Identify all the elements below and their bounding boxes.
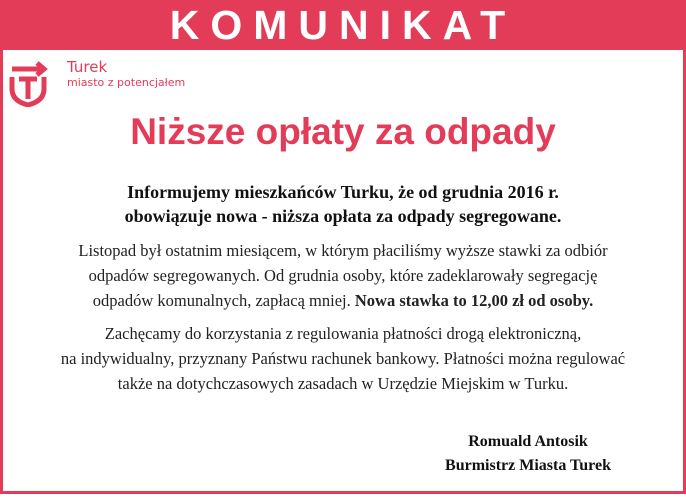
lead-line: obowiązuje nowa - niższa opłata za odpady segregowane. [124,206,562,226]
paragraph-line [0,288,686,313]
turek-emblem-icon [7,57,57,107]
lead-line: Informujemy mieszkańców Turku, że od grudnia 2016 r. [127,182,559,202]
paragraph-text: odpadów komunalnych, zapłacą mniej. [92,291,355,310]
signature-name: Romuald Antosik [468,433,588,450]
paragraph-line: Listopad był ostatnim miesiącem, w którym płaciliśmy wyższe stawki za odbiór [78,241,608,260]
paragraph-line: odpadów segregowanych. Od grudnia osoby, które zadeklarowały segregację [88,266,598,285]
paragraph-line: Zachęcamy do korzystania z regulowania płatności drogą elektroniczną, [104,324,582,343]
paragraph-line: także na dotychczasowych zasadach w Urzędzie Miejskim w Turku. [117,374,569,393]
lead-text [0,180,686,228]
new-rate-text: Nowa stawka to 12,00 zł od osoby. [354,291,594,310]
header-banner [0,0,686,50]
notice-title: Niższe opłaty za odpady [130,111,556,152]
paragraph-payments [0,321,686,396]
paragraph-rates [0,238,686,313]
city-logo [7,57,207,107]
signature [400,430,656,478]
signature-role: Burmistrz Miasta Turek [445,457,611,474]
logo-tagline: miasto z potencjałem [67,76,186,89]
paragraph-line: na indywidualny, przyznany Państwu rachunek bankowy. Płatności można regulować [60,349,626,368]
logo-name: Turek [67,58,108,76]
header-title: KOMUNIKAT [169,2,517,48]
